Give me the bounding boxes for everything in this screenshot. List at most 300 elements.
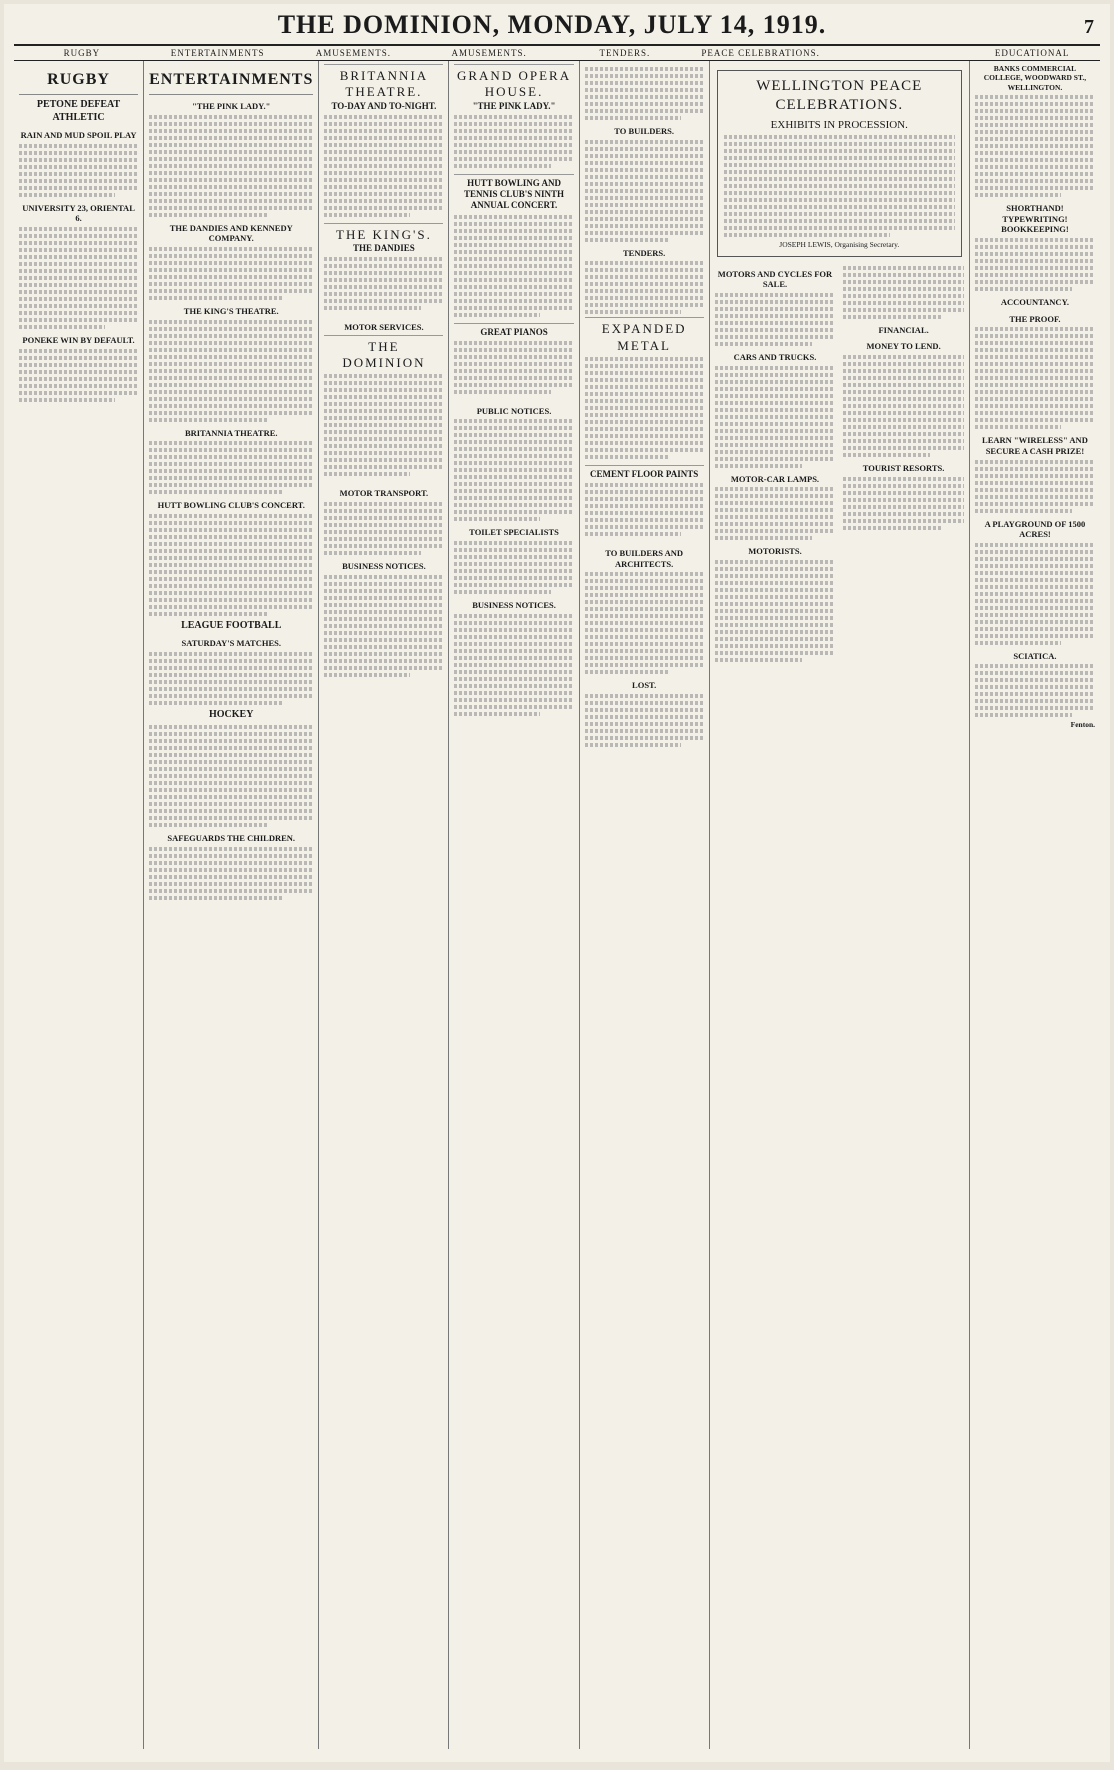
text-line (715, 609, 836, 613)
text-line (324, 299, 443, 303)
college-heading: BANKS COMMERCIAL COLLEGE, WOODWARD ST., WELLINGTON. (983, 64, 1087, 92)
text-line (715, 293, 836, 297)
section-heading: A PLAYGROUND OF 1500 ACRES! (984, 518, 1086, 540)
text-line (585, 518, 704, 522)
text-line (843, 355, 964, 359)
text-line (149, 455, 313, 459)
text-line (585, 708, 704, 712)
text-line (149, 476, 313, 480)
text-line (585, 168, 704, 172)
text-line (324, 178, 443, 182)
text-line (843, 273, 964, 277)
text-line (843, 266, 964, 270)
text-line (454, 475, 573, 479)
section-heading: BUSINESS NOTICES. (342, 561, 426, 571)
text-line (19, 151, 138, 155)
text-line (149, 369, 313, 373)
text-line (324, 213, 410, 217)
text-line (324, 645, 443, 649)
ad-body (975, 543, 1095, 645)
section-heading: TO BUILDERS. (614, 126, 675, 136)
text-line (585, 448, 704, 452)
text-line (149, 666, 313, 670)
text-line (585, 378, 704, 382)
text-line (324, 582, 443, 586)
text-line (19, 290, 138, 294)
text-line (149, 612, 267, 616)
text-line (843, 439, 964, 443)
text-line (843, 526, 941, 530)
text-line (149, 122, 313, 126)
text-line (975, 578, 1095, 582)
text-line (149, 868, 313, 872)
text-line (149, 178, 313, 182)
text-line (454, 555, 573, 559)
text-line (975, 151, 1095, 155)
section-heading: LEARN "WIRELESS" AND SECURE A CASH PRIZE! (982, 435, 1088, 456)
text-line (585, 635, 704, 639)
text-line (149, 605, 313, 609)
section-heading: TOILET SPECIALISTS (469, 527, 559, 538)
text-line (454, 541, 573, 545)
text-line (454, 122, 573, 126)
text-line (149, 362, 313, 366)
section-heading: MOTORS AND CYCLES FOR SALE. (717, 268, 833, 290)
text-line (324, 143, 443, 147)
text-line (454, 590, 550, 594)
section-heading: ACCOUNTANCY. (1000, 297, 1070, 307)
text-line (149, 535, 313, 539)
text-line (975, 102, 1095, 106)
text-line (975, 266, 1095, 270)
section-heading: PUBLIC NOTICES. (476, 405, 552, 416)
text-line (149, 823, 267, 827)
text-line (149, 404, 313, 408)
text-line (724, 191, 955, 195)
advertisement (454, 64, 573, 174)
text-line (715, 644, 836, 648)
text-line (715, 328, 836, 332)
ad-body (843, 355, 964, 457)
text-line (454, 419, 573, 423)
text-line (454, 348, 573, 352)
text-line (975, 411, 1095, 415)
text-line (149, 598, 313, 602)
text-line (454, 548, 573, 552)
text-line (324, 395, 443, 399)
text-line (715, 651, 836, 655)
text-line (585, 628, 704, 632)
text-line (149, 192, 313, 196)
text-line (19, 248, 138, 252)
text-line (454, 440, 573, 444)
text-line (454, 306, 573, 310)
text-line (454, 447, 573, 451)
text-line (454, 150, 573, 154)
ad-body (324, 115, 443, 217)
text-line (724, 177, 955, 181)
text-line (975, 369, 1095, 373)
ad-body (454, 541, 573, 594)
text-line (454, 635, 573, 639)
section-heading: BUSINESS NOTICES. (472, 600, 556, 610)
text-line (585, 670, 671, 674)
text-line (975, 280, 1095, 284)
text-line (715, 623, 836, 627)
text-line (975, 557, 1095, 561)
text-line (149, 760, 313, 764)
text-line (843, 280, 964, 284)
text-line (324, 523, 443, 527)
masthead (14, 10, 1100, 46)
text-line (843, 519, 964, 523)
text-line (19, 262, 138, 266)
text-line (149, 150, 313, 154)
text-line (324, 306, 420, 310)
text-line (585, 663, 704, 667)
text-line (975, 252, 1095, 256)
text-line (149, 296, 282, 300)
text-line (843, 498, 964, 502)
text-line (324, 271, 443, 275)
text-line (715, 307, 836, 311)
text-line (585, 182, 704, 186)
text-line (715, 422, 836, 426)
text-line (585, 579, 704, 583)
text-line (149, 577, 313, 581)
text-line (975, 165, 1095, 169)
text-line (454, 390, 550, 394)
text-line (975, 425, 1061, 429)
peace-celebrations-notice (717, 70, 962, 257)
article-body (149, 847, 313, 900)
text-line (149, 528, 313, 532)
text-line (585, 364, 704, 368)
text-line (149, 861, 313, 865)
text-line (975, 474, 1095, 478)
text-line (454, 292, 573, 296)
text-line (454, 583, 573, 587)
text-line (585, 694, 704, 698)
text-line (454, 642, 573, 646)
text-line (149, 549, 313, 553)
text-line (454, 278, 573, 282)
text-line (715, 508, 836, 512)
article-heading: "THE PINK LADY." (192, 101, 271, 111)
text-line (149, 556, 313, 560)
text-line (149, 213, 267, 217)
text-line (585, 511, 704, 515)
text-line (19, 304, 138, 308)
text-line (149, 673, 313, 677)
text-line (454, 698, 573, 702)
text-line (843, 308, 964, 312)
section-header (829, 48, 965, 58)
section-heading: LOST. (632, 680, 657, 691)
text-line (715, 450, 836, 454)
text-line (324, 185, 443, 189)
text-line (843, 390, 964, 394)
section-heading: MOTORISTS. (748, 546, 802, 557)
section-heading: SCIATICA. (1013, 650, 1057, 661)
article-heading: BRITANNIA THEATRE. (184, 427, 278, 438)
text-line (149, 397, 313, 401)
text-line (149, 143, 313, 147)
text-line (324, 537, 443, 541)
ad-body (454, 419, 573, 521)
section-heading: SHORTHAND! TYPEWRITING! BOOKKEEPING! (1001, 203, 1069, 235)
text-line (975, 502, 1095, 506)
ad-heading: GREAT PIANOS (480, 326, 548, 337)
advertisement (454, 174, 573, 323)
text-line (454, 569, 573, 573)
text-line (975, 273, 1095, 277)
text-line (715, 536, 813, 540)
text-line (975, 362, 1095, 366)
text-line (715, 366, 836, 370)
article-body (149, 441, 313, 494)
text-line (19, 318, 138, 322)
text-line (324, 516, 443, 520)
text-line (585, 656, 704, 660)
text-line (975, 685, 1095, 689)
text-line (454, 649, 573, 653)
text-line (19, 297, 138, 301)
article-body (19, 144, 138, 197)
text-line (975, 495, 1095, 499)
advertisement (585, 465, 704, 542)
text-line (975, 130, 1095, 134)
text-line (149, 687, 313, 691)
text-line (149, 725, 313, 729)
text-line (454, 433, 573, 437)
column-amusements-1 (319, 61, 449, 1749)
text-line (724, 212, 955, 216)
text-line (149, 542, 313, 546)
text-line (19, 356, 138, 360)
text-line (454, 517, 540, 521)
text-line (843, 446, 964, 450)
section-heading: TENDERS. (622, 247, 666, 258)
text-line (19, 193, 115, 197)
column-rugby (14, 61, 144, 1749)
text-line (149, 774, 313, 778)
sub-column-motors (715, 263, 836, 665)
text-line (19, 311, 138, 315)
text-line (454, 468, 573, 472)
text-line (715, 300, 836, 304)
notice-subtitle: EXHIBITS IN PROCESSION. (770, 118, 908, 131)
section-header: TENDERS. (599, 48, 651, 58)
text-line (149, 282, 313, 286)
newspaper-title: THE DOMINION, MONDAY, JULY 14, 1919. (277, 10, 827, 39)
text-line (149, 441, 313, 445)
text-line (149, 136, 313, 140)
text-line (585, 385, 704, 389)
sub-column-finance (843, 263, 964, 665)
text-line (975, 467, 1095, 471)
text-line (975, 348, 1095, 352)
text-line (585, 729, 704, 733)
text-line (975, 543, 1095, 547)
text-line (149, 327, 313, 331)
text-line (324, 530, 443, 534)
text-line (724, 233, 890, 237)
text-line (324, 610, 443, 614)
text-line (454, 264, 573, 268)
text-line (715, 616, 836, 620)
text-line (149, 171, 313, 175)
text-line (975, 109, 1095, 113)
text-line (324, 129, 443, 133)
text-line (19, 363, 138, 367)
advertisement (585, 317, 704, 465)
text-line (975, 179, 1095, 183)
text-line (715, 335, 836, 339)
text-line (149, 115, 313, 119)
text-line (585, 88, 704, 92)
text-line (585, 357, 704, 361)
text-line (715, 443, 836, 447)
text-line (975, 144, 1095, 148)
footer-signature: Fenton. (1070, 720, 1095, 730)
text-line (324, 206, 443, 210)
text-line (585, 189, 704, 193)
text-line (975, 599, 1095, 603)
text-line (149, 854, 313, 858)
text-line (585, 261, 704, 265)
text-line (724, 198, 955, 202)
text-line (149, 254, 313, 258)
text-line (324, 423, 443, 427)
text-line (149, 448, 313, 452)
text-line (585, 504, 704, 508)
text-line (324, 624, 443, 628)
text-line (454, 115, 573, 119)
text-line (975, 327, 1095, 331)
text-line (19, 276, 138, 280)
section-heading: THE PROOF. (1009, 313, 1061, 324)
text-line (975, 606, 1095, 610)
text-line (149, 261, 313, 265)
text-line (149, 809, 313, 813)
text-line (724, 184, 955, 188)
ad-body (843, 477, 964, 530)
text-line (975, 238, 1095, 242)
text-line (454, 562, 573, 566)
text-line (454, 157, 573, 161)
notice-title: WELLINGTON PEACE CELEBRATIONS. (756, 78, 923, 113)
article-body (149, 247, 313, 300)
text-line (454, 243, 573, 247)
text-line (975, 158, 1095, 162)
text-line (149, 521, 313, 525)
text-line (975, 116, 1095, 120)
text-line (324, 596, 443, 600)
advertisement (324, 64, 443, 223)
ad-heading: CEMENT FLOOR PAINTS (590, 468, 699, 479)
text-line (975, 634, 1095, 638)
text-line (975, 571, 1095, 575)
text-line (715, 581, 836, 585)
section-header: EDUCATIONAL (994, 48, 1070, 58)
text-line (975, 390, 1095, 394)
text-line (454, 271, 573, 275)
text-line (975, 418, 1095, 422)
text-line (454, 355, 573, 359)
text-line (975, 172, 1095, 176)
text-line (149, 889, 313, 893)
text-line (324, 458, 443, 462)
text-line (19, 158, 138, 162)
text-line (454, 250, 573, 254)
section-header: RUGBY (63, 48, 101, 58)
text-line (715, 342, 813, 346)
text-line (585, 210, 704, 214)
article-body (19, 349, 138, 402)
text-line (585, 371, 704, 375)
text-line (585, 525, 704, 529)
text-line (149, 469, 313, 473)
text-line (324, 509, 443, 513)
text-line (715, 595, 836, 599)
text-line (149, 320, 313, 324)
ad-body (585, 67, 704, 120)
text-line (585, 109, 704, 113)
text-line (724, 226, 955, 230)
text-line (324, 150, 443, 154)
text-line (724, 163, 955, 167)
section-heading: MONEY TO LEND. (866, 341, 941, 352)
text-line (324, 136, 443, 140)
text-line (975, 641, 1061, 645)
text-line (324, 659, 443, 663)
text-line (149, 383, 313, 387)
text-line (324, 285, 443, 289)
text-line (585, 649, 704, 653)
text-line (715, 429, 836, 433)
text-line (585, 420, 704, 424)
text-line (324, 502, 443, 506)
text-line (975, 692, 1095, 696)
text-line (585, 310, 681, 314)
ad-heading: BRITANNIA THEATRE. (339, 68, 429, 100)
text-line (19, 241, 138, 245)
text-line (975, 699, 1095, 703)
article-body (149, 115, 313, 217)
text-line (585, 268, 704, 272)
text-line (324, 122, 443, 126)
text-line (324, 472, 410, 476)
text-line (149, 411, 313, 415)
text-line (975, 613, 1095, 617)
text-line (454, 164, 550, 168)
ad-body (324, 502, 443, 555)
text-line (324, 264, 443, 268)
text-line (149, 206, 313, 210)
section-heading: MOTOR-CAR LAMPS. (730, 473, 820, 484)
text-line (324, 388, 443, 392)
text-line (585, 81, 704, 85)
text-line (19, 144, 138, 148)
text-line (975, 95, 1095, 99)
text-line (975, 488, 1095, 492)
text-line (585, 406, 704, 410)
section-header: AMUSEMENTS. (451, 48, 527, 58)
text-line (149, 781, 313, 785)
text-line (715, 574, 836, 578)
text-line (149, 739, 313, 743)
